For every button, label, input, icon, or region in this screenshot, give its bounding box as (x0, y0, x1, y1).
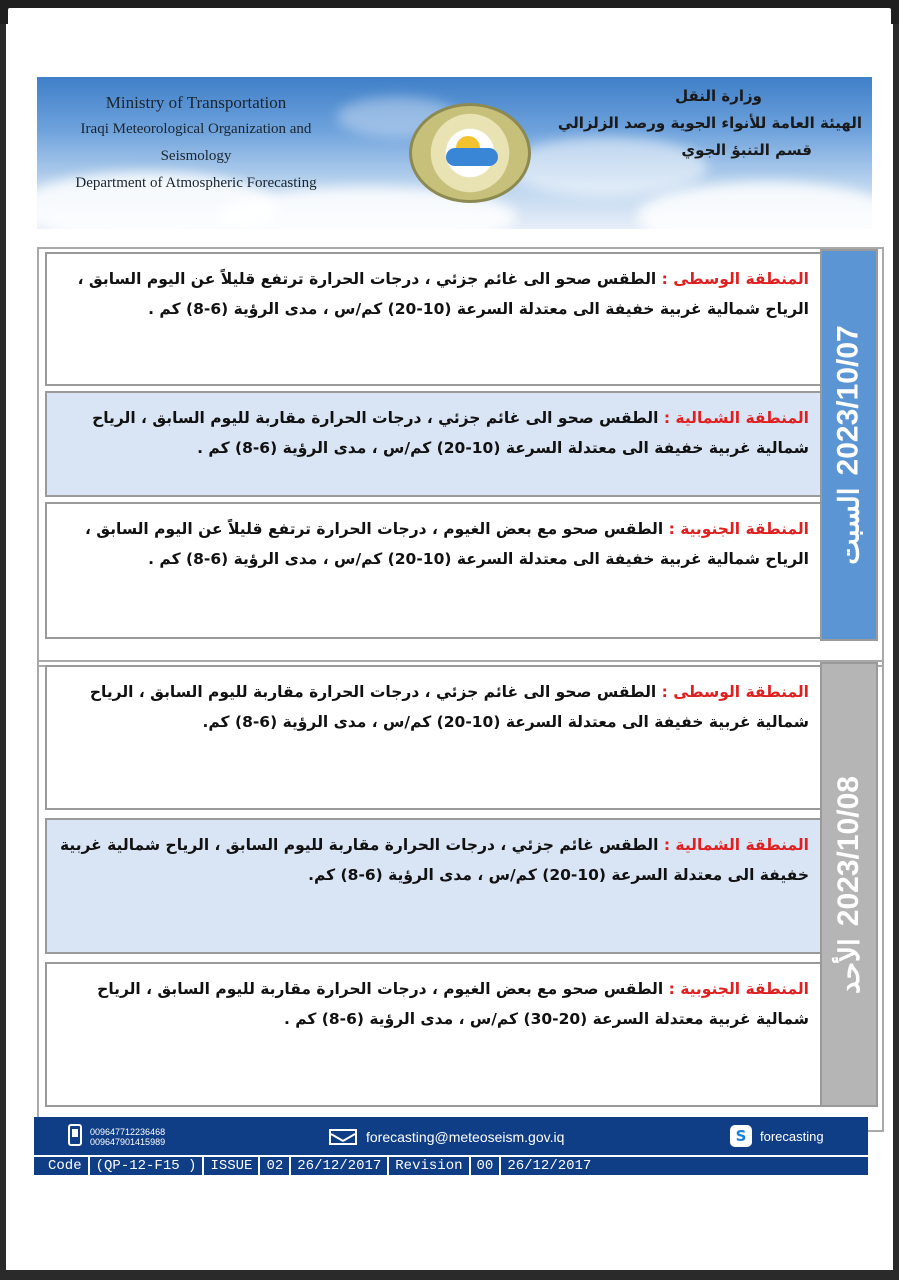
region-forecast: الطقس غائم جزئي ، درجات الحرارة مقاربة لليوم السابق ، الرياح شمالية غربية خفيفة الى معتدلة السرعة (10-20) كم/س ، مدى الرؤية (6-8) كم. (59, 836, 809, 884)
region-forecast: الطقس صحو مع بعض الغيوم ، درجات الحرارة مقاربة لليوم السابق ، الرياح شمالية غربية معتدلة السرعة (20-30) كم/س ، مدى الرؤية (6-8) كم . (97, 980, 809, 1028)
date-column-day1 (820, 249, 878, 641)
region-north-day1 (45, 391, 823, 497)
day-block-1 (37, 247, 884, 667)
region-central-day1 (45, 252, 823, 386)
top-edge (0, 0, 899, 24)
ministry-name-ar: وزارة النقل (675, 87, 762, 105)
date-column-day2 (820, 662, 878, 1107)
code-value: (QP-12-F15 ) (88, 1157, 203, 1175)
phone-icon (68, 1124, 82, 1146)
region-forecast: الطقس صحو الى غائم جزئي ، درجات الحرارة مقاربة لليوم السابق ، الرياح شمالية غربية خفيفة الى معتدلة السرعة (10-20) كم/س ، مدى الرؤية (6-8) كم . (92, 409, 809, 457)
phone-numbers (90, 1127, 165, 1147)
organization-logo (409, 103, 531, 203)
date-label: 2023/10/07 (832, 325, 866, 476)
region-name: المنطقة الشمالية : (663, 409, 809, 427)
mail-icon (329, 1129, 357, 1145)
revision-number: 00 (469, 1157, 500, 1175)
forecast-page (6, 24, 893, 1270)
issue-date: 26/12/2017 (289, 1157, 387, 1175)
region-north-day2 (45, 818, 823, 954)
day-name: السبت (833, 487, 865, 565)
header-arabic (542, 83, 862, 164)
issue-number: 02 (258, 1157, 289, 1175)
region-name: المنطقة الجنوبية : (668, 980, 809, 998)
region-forecast: الطقس صحو الى غائم جزئي ، درجات الحرارة مقاربة لليوم السابق ، الرياح شمالية غربية خفيفة الى معتدلة السرعة (10-20) كم/س ، مدى الرؤية (6-8) كم. (89, 683, 809, 731)
email-link[interactable]: forecasting@meteoseism.gov.iq (366, 1129, 565, 1145)
region-name: المنطقة الوسطى : (661, 683, 809, 701)
skype-id: forecasting (760, 1129, 824, 1144)
day-block-2 (37, 660, 884, 1132)
region-forecast: الطقس صحو مع بعض الغيوم ، درجات الحرارة ترتفع قليلاً عن اليوم السابق ، الرياح شمالية غربية خفيفة الى معتدلة السرعة (10-20) كم/س ، مدى الرؤية (6-8) كم . (84, 520, 809, 568)
department-name-ar: قسم التنبؤ الجوي (681, 141, 812, 159)
phone-2: 009647901415989 (90, 1137, 166, 1147)
region-central-day2 (45, 665, 823, 810)
ministry-name-en: Ministry of Transportation (105, 93, 287, 112)
header-banner (37, 77, 872, 229)
skype-icon: S (730, 1125, 752, 1147)
phone-1: 009647712236468 (90, 1127, 166, 1137)
region-name: المنطقة الجنوبية : (668, 520, 809, 538)
header-english (51, 89, 341, 197)
footer (34, 1117, 868, 1175)
issue-label: ISSUE (202, 1157, 258, 1175)
code-label: Code (48, 1158, 82, 1174)
region-south-day1 (45, 502, 823, 639)
date-label: 2023/10/08 (832, 775, 866, 926)
region-name: المنطقة الشمالية : (663, 836, 809, 854)
day-name: الأحد (833, 937, 865, 994)
organization-name-ar: الهيئة العامة للأنواء الجوية ورصد الزلزالي (557, 114, 862, 132)
region-name: المنطقة الوسطى : (661, 270, 809, 288)
revision-date: 26/12/2017 (499, 1157, 597, 1175)
revision-label: Revision (387, 1157, 468, 1175)
organization-name-en: Iraqi Meteorological Organization and Seismology (80, 121, 312, 164)
department-name-en: Department of Atmospheric Forecasting (75, 175, 317, 191)
region-south-day2 (45, 962, 823, 1107)
footer-contact-bar (34, 1117, 868, 1155)
document-code-bar (34, 1157, 868, 1175)
region-forecast: الطقس صحو الى غائم جزئي ، درجات الحرارة ترتفع قليلاً عن اليوم السابق ، الرياح شمالية غربية خفيفة الى معتدلة السرعة (10-20) كم/س ، مدى الرؤية (6-8) كم . (77, 270, 809, 318)
